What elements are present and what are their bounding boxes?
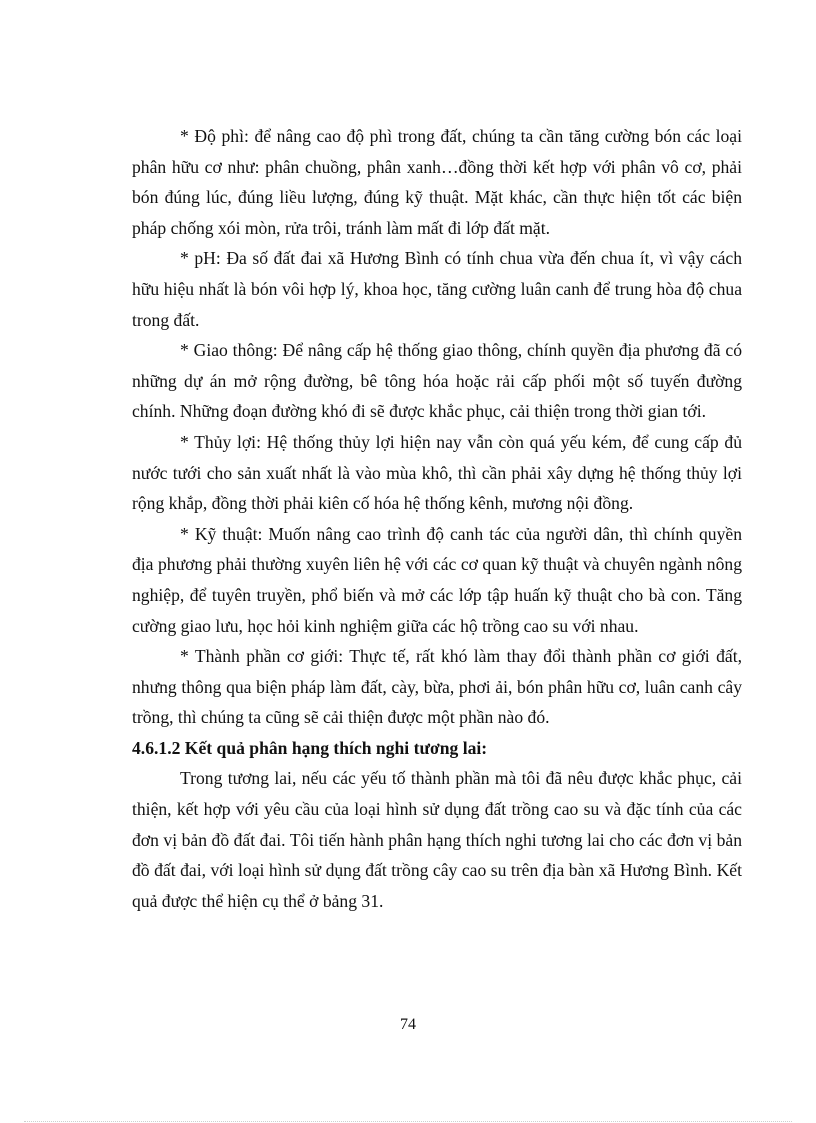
paragraph-thanh-phan-co-gioi: * Thành phần cơ giới: Thực tế, rất khó làm thay đổi thành phần cơ giới đất, nhưng thông qua biện pháp làm đất, cày, bừa, phơi ải, bón phân hữu cơ, luân canh cây trồng, thì chúng ta cũng sẽ cải thiện được một phần nào đó. <box>132 646 742 728</box>
page-number: 74 <box>400 1016 416 1033</box>
page-bottom-divider <box>24 1121 792 1122</box>
section-heading: 4.6.1.2 Kết quả phân hạng thích nghi tương lai: <box>132 737 488 758</box>
paragraph-ky-thuat: * Kỹ thuật: Muốn nâng cao trình độ canh tác của người dân, thì chính quyền địa phương phải thường xuyên liên hệ với các cơ quan kỹ thuật và chuyên ngành nông nghiệp, để tuyên truyền, phổ biến và mở các lớp tập huấn kỹ thuật cho bà con. Tăng cường giao lưu, học hỏi kinh nghiệm giữa các hộ trồng cao su với nhau. <box>132 523 742 636</box>
paragraph-ket-qua: Trong tương lai, nếu các yếu tố thành phần mà tôi đã nêu được khắc phục, cải thiện, kết hợp với yêu cầu của loại hình sử dụng đất trồng cao su và đặc tính của các đơn vị bản đồ đất đai. Tôi tiến hành phân hạng thích nghi tương lai cho các đơn vị bản đồ đất đai, với loại hình sử dụng đất trồng cây cao su trên địa bàn xã Hương Bình. Kết quả được thể hiện cụ thể ở bảng 31. <box>132 768 742 911</box>
paragraph-do-phi: * Độ phì: để nâng cao độ phì trong đất, chúng ta cần tăng cường bón các loại phân hữu cơ như: phân chuồng, phân xanh…đồng thời kết hợp với phân vô cơ, phải bón đúng lúc, đúng liều lượng, đúng kỹ thuật. Mặt khác, cần thực hiện tốt các biện pháp chống xói mòn, rửa trôi, tránh làm mất đi lớp đất mặt. <box>132 126 742 238</box>
paragraph-thuy-loi: * Thủy lợi: Hệ thống thủy lợi hiện nay vẫn còn quá yếu kém, để cung cấp đủ nước tưới cho sản xuất nhất là vào mùa khô, thì cần phải xây dựng hệ thống thủy lợi rộng khắp, đồng thời phải kiên cố hóa hệ thống kênh, mương nội đồng. <box>132 431 742 514</box>
paragraph-giao-thong: * Giao thông: Để nâng cấp hệ thống giao thông, chính quyền địa phương đã có những dự án mở rộng đường, bê tông hóa hoặc rải cấp phối một số tuyến đường chính. Những đoạn đường khó đi sẽ được khắc phục, cải thiện trong thời gian tới. <box>132 340 742 422</box>
page-body <box>132 121 742 916</box>
paragraph-ph: * pH: Đa số đất đai xã Hương Bình có tính chua vừa đến chua ít, vì vậy cách hữu hiệu nhất là bón vôi hợp lý, khoa học, tăng cường luân canh để trung hòa độ chua trong đất. <box>132 248 742 330</box>
